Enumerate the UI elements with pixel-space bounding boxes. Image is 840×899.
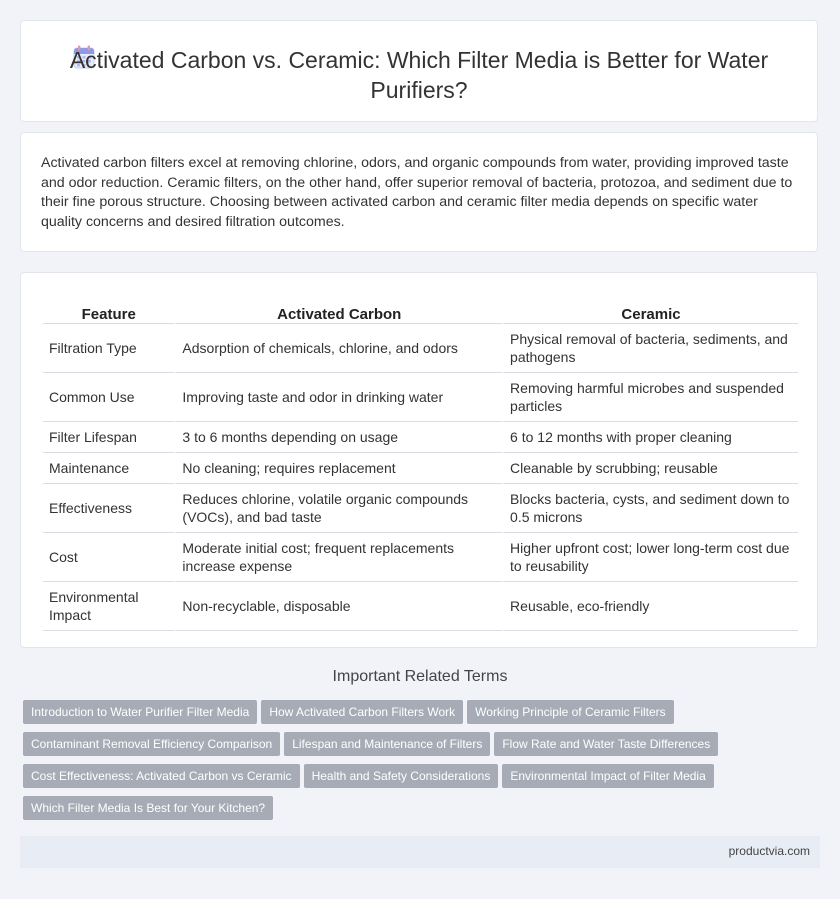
table-cell-activated-carbon: No cleaning; requires replacement <box>174 453 502 484</box>
table-header-feature: Feature <box>43 293 174 324</box>
header-card <box>20 20 818 122</box>
footer-site-name[interactable]: productvia.com <box>728 844 810 858</box>
related-term-tag[interactable]: Environmental Impact of Filter Media <box>502 764 713 788</box>
table-cell-feature: Filter Lifespan <box>43 422 174 453</box>
related-term-tag[interactable]: How Activated Carbon Filters Work <box>261 700 463 724</box>
table-row <box>43 582 798 631</box>
table-cell-activated-carbon: Adsorption of chemicals, chlorine, and odors <box>174 324 502 373</box>
table-row <box>43 422 798 453</box>
table-row <box>43 484 798 533</box>
table-cell-ceramic: Physical removal of bacteria, sediments, and pathogens <box>502 324 798 373</box>
related-term-tag[interactable]: Flow Rate and Water Taste Differences <box>494 732 718 756</box>
table-cell-activated-carbon: Moderate initial cost; frequent replacements increase expense <box>174 533 502 582</box>
related-term-tag[interactable]: Which Filter Media Is Best for Your Kitchen? <box>23 796 273 820</box>
comparison-card <box>20 272 818 648</box>
table-header-ceramic: Ceramic <box>502 293 798 324</box>
footer <box>20 836 820 868</box>
related-terms-list <box>23 700 823 828</box>
intro-paragraph: Activated carbon filters excel at removing chlorine, odors, and organic compounds from water, providing improved taste and odor reduction. Ceramic filters, on the other hand, offer superior removal of bacteria, protozoa, and sediment due to their fine porous structure. Choosing between activated carbon and ceramic filter media depends on specific water quality concerns and desired filtration outcomes. <box>41 155 793 230</box>
table-cell-ceramic: Higher upfront cost; lower long-term cost due to reusability <box>502 533 798 582</box>
table-cell-ceramic: Reusable, eco-friendly <box>502 582 798 631</box>
table-cell-activated-carbon: Reduces chlorine, volatile organic compounds (VOCs), and bad taste <box>174 484 502 533</box>
related-term-tag[interactable]: Lifespan and Maintenance of Filters <box>284 732 490 756</box>
related-term-tag[interactable]: Cost Effectiveness: Activated Carbon vs Ceramic <box>23 764 300 788</box>
intro-card <box>20 132 818 252</box>
table-cell-feature: Filtration Type <box>43 324 174 373</box>
table-row <box>43 373 798 422</box>
table-row <box>43 453 798 484</box>
table-header-activated-carbon: Activated Carbon <box>174 293 502 324</box>
comparison-table <box>43 293 798 631</box>
table-cell-activated-carbon: Improving taste and odor in drinking water <box>174 373 502 422</box>
related-term-tag[interactable]: Health and Safety Considerations <box>304 764 499 788</box>
table-cell-activated-carbon: 3 to 6 months depending on usage <box>174 422 502 453</box>
table-row <box>43 324 798 373</box>
table-cell-ceramic: Blocks bacteria, cysts, and sediment down to 0.5 microns <box>502 484 798 533</box>
table-cell-feature: Effectiveness <box>43 484 174 533</box>
table-cell-feature: Environmental Impact <box>43 582 174 631</box>
related-term-tag[interactable]: Working Principle of Ceramic Filters <box>467 700 674 724</box>
table-cell-ceramic: Removing harmful microbes and suspended particles <box>502 373 798 422</box>
table-cell-feature: Maintenance <box>43 453 174 484</box>
related-term-tag[interactable]: Contaminant Removal Efficiency Comparison <box>23 732 280 756</box>
page-title: Activated Carbon vs. Ceramic: Which Filter Media is Better for Water Purifiers? <box>69 47 769 103</box>
table-cell-feature: Cost <box>43 533 174 582</box>
table-cell-activated-carbon: Non-recyclable, disposable <box>174 582 502 631</box>
table-cell-feature: Common Use <box>43 373 174 422</box>
table-cell-ceramic: 6 to 12 months with proper cleaning <box>502 422 798 453</box>
table-cell-ceramic: Cleanable by scrubbing; reusable <box>502 453 798 484</box>
related-term-tag[interactable]: Introduction to Water Purifier Filter Media <box>23 700 257 724</box>
related-terms-title: Important Related Terms <box>332 668 508 685</box>
table-row <box>43 533 798 582</box>
